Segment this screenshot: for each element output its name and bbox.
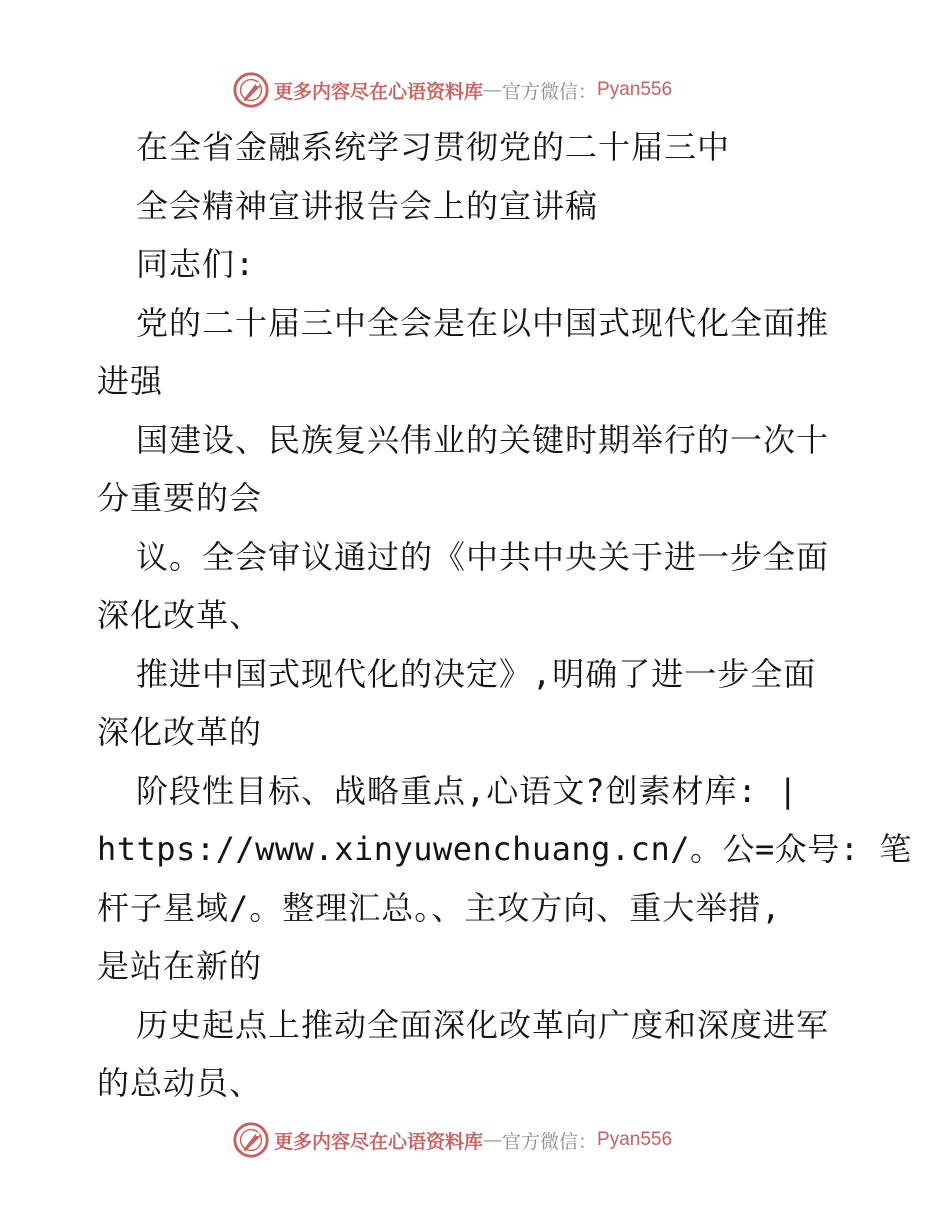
body-line: 国建设、民族复兴伟业的关键时期举行的一次十	[136, 421, 830, 459]
banner-site-text: 更多内容尽在心语资料库	[274, 1130, 484, 1153]
body-line: 深化改革、	[97, 596, 263, 634]
banner-site-text: 更多内容尽在心语资料库	[274, 80, 484, 103]
banner-separator: —	[483, 1129, 503, 1151]
banner-separator: —	[483, 79, 503, 101]
body-line: 是站在新的	[97, 947, 263, 985]
footer-banner	[232, 1120, 672, 1160]
pen-nib-logo-icon	[232, 71, 270, 109]
salutation: 同志们:	[136, 245, 256, 283]
body-line: 分重要的会	[97, 479, 263, 517]
banner-wechat-handle: Pyan556	[597, 1129, 673, 1150]
banner-wechat-label: 官方微信：	[502, 1130, 598, 1153]
body-line: 的总动员、	[97, 1064, 263, 1102]
body-line: 党的二十届三中全会是在以中国式现代化全面推	[136, 304, 830, 342]
body-line: https://www.xinyuwenchuang.cn/。公=众号: 笔	[97, 830, 912, 868]
body-line: 议。全会审议通过的《中共中央关于进一步全面	[136, 538, 830, 576]
banner-wechat-label: 官方微信：	[502, 80, 598, 103]
document-title-line-2: 全会精神宣讲报告会上的宣讲稿	[136, 187, 599, 225]
body-line: 历史起点上推动全面深化改革向广度和深度进军	[136, 1006, 830, 1044]
body-line: 进强	[97, 362, 164, 400]
banner-wechat-handle: Pyan556	[597, 79, 673, 100]
header-banner	[232, 70, 672, 110]
body-line: 推进中国式现代化的决定》,明确了进一步全面	[136, 655, 817, 693]
document-title-line-1: 在全省金融系统学习贯彻党的二十届三中	[136, 128, 731, 166]
pen-nib-logo-icon	[232, 1121, 270, 1159]
body-line: 阶段性目标、战略重点,心语文?创素材库: |	[136, 772, 799, 810]
body-line: 杆子星域/。整理汇总。、主攻方向、重大举措,	[97, 889, 782, 927]
body-line: 深化改革的	[97, 713, 263, 751]
